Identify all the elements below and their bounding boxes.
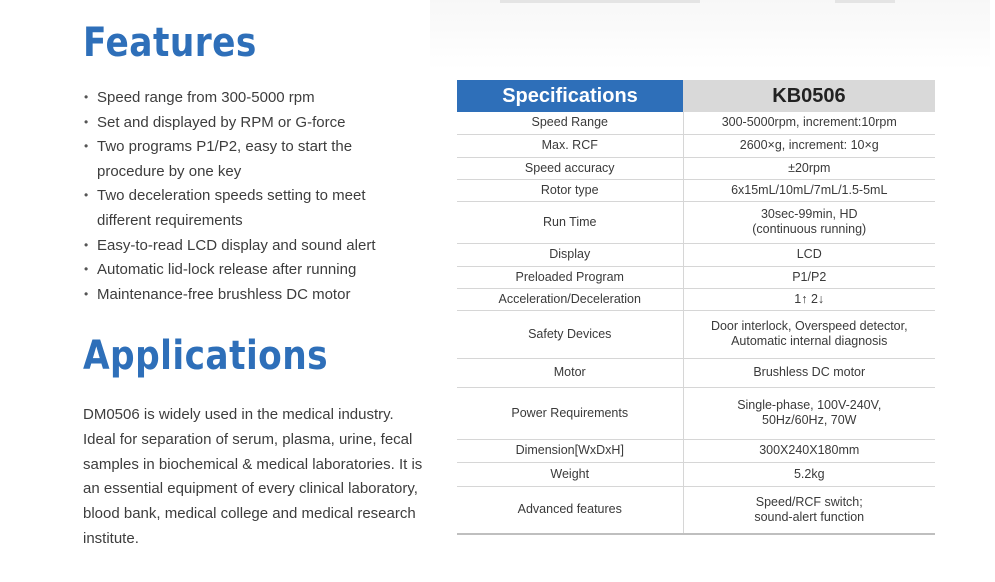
model-header: KB0506: [683, 80, 935, 112]
spec-value-line: Door interlock, Overspeed detector,: [710, 319, 908, 333]
spec-value: [683, 486, 935, 534]
table-row: [457, 134, 935, 157]
specifications-table: [457, 80, 935, 535]
spec-label: Weight: [457, 462, 683, 486]
spec-value: ±20rpm: [683, 157, 935, 179]
table-row: [457, 201, 935, 243]
table-row: [457, 310, 935, 358]
spec-value: [683, 201, 935, 243]
spec-label: Display: [457, 243, 683, 266]
spec-value: 6x15mL/10mL/7mL/1.5-5mL: [683, 179, 935, 201]
spec-value: P1/P2: [683, 266, 935, 288]
table-row: [457, 157, 935, 179]
spec-value: Brushless DC motor: [683, 358, 935, 387]
feature-item: • Set and displayed by RPM or G-force: [83, 111, 423, 136]
table-row: [457, 462, 935, 486]
feature-item: • Speed range from 300-5000 rpm: [83, 86, 423, 111]
feature-item: • Easy-to-read LCD display and sound alert: [83, 234, 423, 259]
specifications-header: Specifications: [457, 80, 683, 112]
table-row: [457, 243, 935, 266]
spec-label: Power Requirements: [457, 387, 683, 439]
table-row: [457, 486, 935, 534]
spec-label: Run Time: [457, 201, 683, 243]
spec-value-line: Single-phase, 100V-240V,: [737, 398, 882, 412]
feature-item: • Two programs P1/P2, easy to start the procedure by one key: [83, 135, 423, 184]
spec-value: 5.2kg: [683, 462, 935, 486]
spec-value-line: (continuous running): [752, 222, 867, 236]
spec-label: Motor: [457, 358, 683, 387]
spec-value: 2600×g, increment: 10×g: [683, 134, 935, 157]
spec-value: 300X240X180mm: [683, 439, 935, 462]
features-heading: Features: [83, 20, 257, 66]
top-strip: [835, 0, 895, 3]
spec-label: Preloaded Program: [457, 266, 683, 288]
spec-value-line: 30sec-99min, HD: [760, 207, 858, 221]
spec-label: Rotor type: [457, 179, 683, 201]
spec-label: Safety Devices: [457, 310, 683, 358]
spec-label: Acceleration/Deceleration: [457, 288, 683, 310]
table-header-row: [457, 80, 935, 112]
feature-item: • Automatic lid-lock release after running: [83, 258, 423, 283]
spec-label: Speed accuracy: [457, 157, 683, 179]
spec-value: LCD: [683, 243, 935, 266]
table-row: [457, 112, 935, 134]
spec-value: 300-5000rpm, increment:10rpm: [683, 112, 935, 134]
table-row: [457, 266, 935, 288]
spec-label: Advanced features: [457, 486, 683, 534]
spec-label: Speed Range: [457, 112, 683, 134]
spec-value: 1↑ 2↓: [683, 288, 935, 310]
applications-text: DM0506 is widely used in the medical industry. Ideal for separation of serum, plasma, urine, fecal samples in biochemical & medical laboratories. It is an essential equipment of every clinical laboratory, blood bank, medical college and medical research institute.: [83, 406, 423, 547]
feature-item: • Two deceleration speeds setting to meet different requirements: [83, 184, 423, 233]
table-row: [457, 358, 935, 387]
spec-value-line: Automatic internal diagnosis: [731, 334, 888, 348]
spec-value: [683, 310, 935, 358]
table-row: [457, 439, 935, 462]
table-row: [457, 387, 935, 439]
applications-heading: Applications: [83, 333, 329, 379]
spec-value: [683, 387, 935, 439]
table-row: [457, 288, 935, 310]
spec-value-line: sound-alert function: [754, 509, 865, 524]
background-fade: [430, 0, 990, 70]
spec-label: Dimension[WxDxH]: [457, 439, 683, 462]
features-list: [83, 86, 423, 307]
spec-value-line: Speed/RCF switch;: [755, 494, 863, 509]
spec-label: Max. RCF: [457, 134, 683, 157]
feature-item: • Maintenance-free brushless DC motor: [83, 283, 423, 308]
spec-value-line: 50Hz/60Hz, 70W: [762, 413, 857, 427]
top-strip: [500, 0, 700, 3]
table-row: [457, 179, 935, 201]
